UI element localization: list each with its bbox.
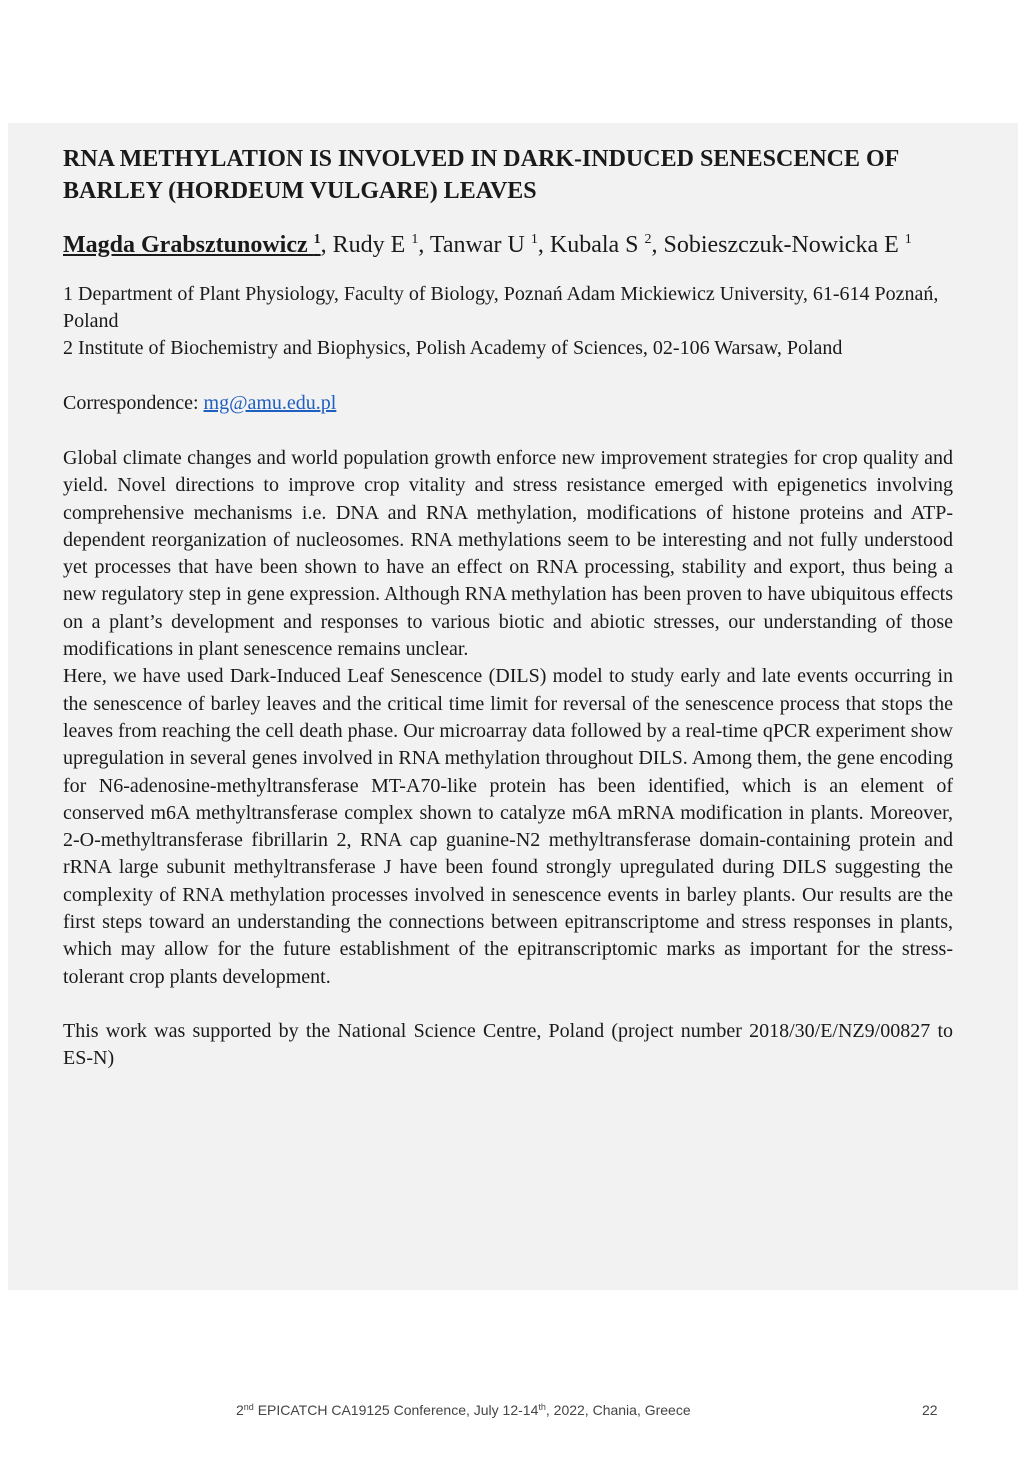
date-suffix: th xyxy=(538,1402,546,1412)
author-separator: , xyxy=(320,232,333,258)
author-separator: , xyxy=(418,232,430,258)
conference-info xyxy=(236,1402,691,1418)
correspondence-email-link[interactable]: mg@amu.edu.pl xyxy=(203,392,337,414)
abstract-paragraph-1: Global climate changes and world population growth enforce new improvement strategies for crop quality and yield. Novel directions to improve crop vitality and stress resistance emerged with epigenetics involving comprehensive mechanisms i.e. DNA and RNA methylation, modifications of histone proteins and ATP-dependent reorganization of nucleosomes. RNA methylations seem to be interesting and not fully understood yet processes that have been shown to have an effect on RNA processing, stability and export, thus being a new regulatory step in gene expression. Although RNA methylation has been proven to have ubiquitous effects on a plant’s development and responses to various biotic and abiotic stresses, our understanding of those modifications in plant senescence remains unclear. xyxy=(63,447,953,661)
author-name: Tanwar U xyxy=(429,232,531,258)
presenter-name: Magda Grabsztunowicz xyxy=(63,232,314,258)
author-affiliation-mark: 1 xyxy=(904,232,912,247)
abstract-title: RNA METHYLATION IS INVOLVED IN DARK-INDUCED SENESCENCE OF BARLEY (HORDEUM VULGARE) LEAVES xyxy=(63,146,899,204)
author-affiliation-mark: 2 xyxy=(644,232,652,247)
author-affiliation-mark: 1 xyxy=(411,232,419,247)
author-separator: , xyxy=(651,232,664,258)
affiliation-1: 1 Department of Plant Physiology, Faculty of Biology, Poznań Adam Mickiewicz University, 61-614 Poznań, Poland xyxy=(63,283,939,332)
author-name: Rudy E xyxy=(332,232,412,258)
presenter-affiliation-mark: 1 xyxy=(313,232,321,247)
ordinal-suffix: nd xyxy=(243,1402,254,1412)
correspondence xyxy=(63,390,953,417)
conference-ordinal: 2 xyxy=(236,1402,244,1418)
affiliations xyxy=(63,281,953,362)
affiliation-2: 2 Institute of Biochemistry and Biophysics, Polish Academy of Sciences, 02-106 Warsaw, Poland xyxy=(63,337,843,359)
conference-name: EPICATCH CA19125 Conference, July 12-14 xyxy=(253,1402,539,1418)
abstract-content xyxy=(63,143,953,1072)
author-separator: , xyxy=(537,232,550,258)
abstract-body xyxy=(63,445,953,991)
correspondence-label: Correspondence: xyxy=(63,392,204,414)
author-name: Kubala S xyxy=(549,232,645,258)
author-name: Sobieszczuk-Nowicka E xyxy=(663,232,905,258)
author-list xyxy=(63,229,953,261)
abstract-paragraph-2: Here, we have used Dark-Induced Leaf Senescence (DILS) model to study early and late events occurring in the senescence of barley leaves and the critical time limit for reversal of the senescence process that stops the leaves from reaching the cell death phase. Our microarray data followed by a real-time qPCR experiment show upregulation in several genes involved in RNA methylation throughout DILS. Among them, the gene encoding for N6-adenosine-methyltransferase MT-A70-like protein has been identified, which is an element of conserved m6A methyltransferase complex shown to catalyze m6A mRNA modification in plants. Moreover, 2-O-methyltransferase fibrillarin 2, RNA cap guanine-N2 methyltransferase domain-containing protein and rRNA large subunit methyltransferase J have been found strongly upregulated during DILS suggesting the complexity of RNA methylation processes involved in senescence events in barley plants. Our results are the first steps toward an understanding the connections between epitranscriptome and stress responses in plants, which may allow for the future establishment of the epitranscriptomic marks as important for the stress-tolerant crop plants development. xyxy=(63,665,953,988)
author-affiliation-mark: 1 xyxy=(530,232,538,247)
page-number: 22 xyxy=(922,1402,938,1418)
conference-location: , 2022, Chania, Greece xyxy=(545,1402,691,1418)
presenting-author xyxy=(63,232,321,258)
funding-statement: This work was supported by the National Science Centre, Poland (project number 2018/30/E/NZ9/00827 to ES-N) xyxy=(63,1019,953,1069)
